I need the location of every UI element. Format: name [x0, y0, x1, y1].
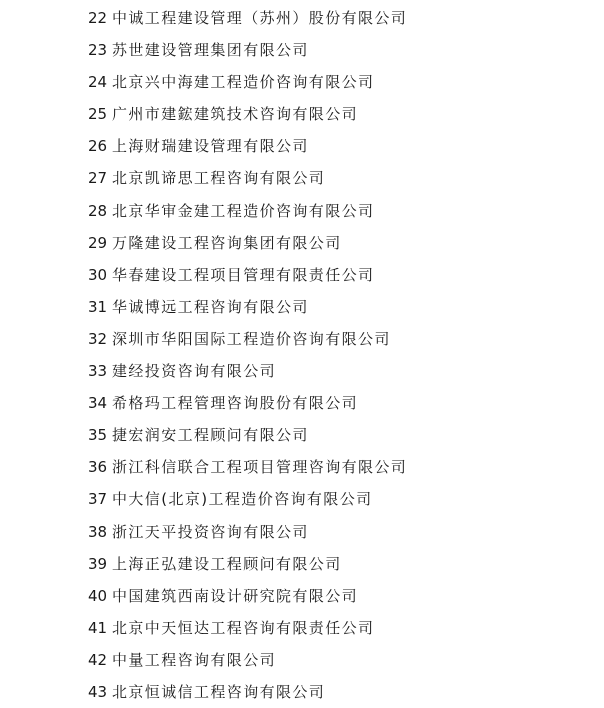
item-number: 29 — [88, 233, 108, 252]
company-name: 中量工程咨询有限公司 — [112, 650, 277, 669]
list-item — [88, 644, 407, 676]
list-item — [88, 483, 407, 515]
list-item — [88, 387, 407, 419]
company-name: 上海财瑞建设管理有限公司 — [112, 137, 309, 156]
list-item — [88, 355, 407, 387]
item-number: 33 — [88, 362, 108, 381]
item-number: 43 — [88, 682, 108, 701]
list-item — [88, 66, 407, 98]
item-number: 28 — [88, 201, 108, 220]
list-item — [88, 516, 407, 548]
list-item — [88, 612, 407, 644]
list-item — [88, 98, 407, 130]
company-name: 苏世建设管理集团有限公司 — [112, 41, 309, 60]
item-number: 26 — [88, 137, 108, 156]
list-item — [88, 34, 407, 66]
company-name: 中大信(北京)工程造价咨询有限公司 — [112, 490, 373, 509]
item-number: 32 — [88, 329, 108, 348]
list-item — [88, 323, 407, 355]
item-number: 25 — [88, 105, 108, 124]
item-number: 40 — [88, 586, 108, 605]
list-item — [88, 548, 407, 580]
company-list — [88, 2, 407, 708]
company-name: 华诚博远工程咨询有限公司 — [112, 297, 309, 316]
company-name: 北京凯谛思工程咨询有限公司 — [112, 169, 326, 188]
list-item — [88, 419, 407, 451]
item-number: 22 — [88, 9, 108, 27]
list-item — [88, 162, 407, 194]
company-name: 万隆建设工程咨询集团有限公司 — [112, 233, 342, 252]
list-item — [88, 291, 407, 323]
company-name: 中诚工程建设管理（苏州）股份有限公司 — [112, 9, 408, 27]
company-name: 希格玛工程管理咨询股份有限公司 — [112, 394, 359, 413]
company-name: 捷宏润安工程顾问有限公司 — [112, 426, 309, 445]
item-number: 27 — [88, 169, 108, 188]
list-item — [88, 676, 407, 708]
company-name: 浙江科信联合工程项目管理咨询有限公司 — [112, 458, 408, 477]
list-item — [88, 2, 407, 34]
company-name: 北京兴中海建工程造价咨询有限公司 — [112, 73, 375, 92]
item-number: 38 — [88, 522, 108, 541]
list-item — [88, 580, 407, 612]
company-name: 北京华审金建工程造价咨询有限公司 — [112, 201, 375, 220]
item-number: 24 — [88, 73, 108, 92]
company-name: 上海正弘建设工程顾问有限公司 — [112, 554, 342, 573]
item-number: 37 — [88, 490, 108, 509]
company-name: 华春建设工程项目管理有限责任公司 — [112, 265, 375, 284]
item-number: 34 — [88, 394, 108, 413]
list-item — [88, 451, 407, 483]
company-name: 建经投资咨询有限公司 — [112, 362, 277, 381]
company-name: 北京恒诚信工程咨询有限公司 — [112, 682, 326, 701]
list-item — [88, 227, 407, 259]
company-name: 浙江天平投资咨询有限公司 — [112, 522, 309, 541]
item-number: 39 — [88, 554, 108, 573]
item-number: 35 — [88, 426, 108, 445]
item-number: 23 — [88, 41, 108, 60]
item-number: 30 — [88, 265, 108, 284]
list-item — [88, 130, 407, 162]
company-name: 深圳市华阳国际工程造价咨询有限公司 — [112, 329, 391, 348]
company-name: 北京中天恒达工程咨询有限责任公司 — [112, 618, 375, 637]
item-number: 31 — [88, 297, 108, 316]
item-number: 42 — [88, 650, 108, 669]
company-name: 中国建筑西南设计研究院有限公司 — [112, 586, 359, 605]
list-item — [88, 195, 407, 227]
item-number: 36 — [88, 458, 108, 477]
item-number: 41 — [88, 618, 108, 637]
list-item — [88, 259, 407, 291]
company-name: 广州市建鋐建筑技术咨询有限公司 — [112, 105, 359, 124]
